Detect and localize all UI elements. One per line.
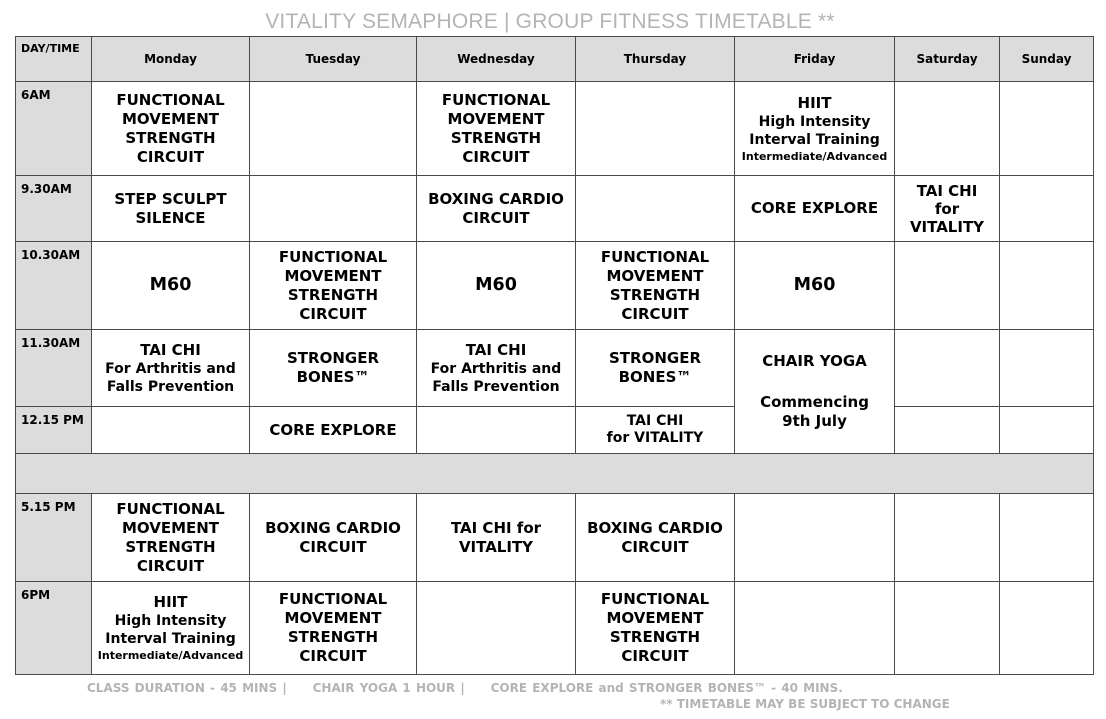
class-cell	[92, 176, 250, 242]
class-cell	[576, 407, 735, 454]
class-subtitle: Interval Training	[105, 631, 236, 647]
class-line: FUNCTIONAL	[600, 247, 710, 266]
class-line: FUNCTIONAL	[278, 590, 388, 608]
empty-cell	[417, 582, 576, 675]
class-line: STEP SCULPT	[114, 189, 227, 208]
class-subtitle: High Intensity	[758, 113, 871, 130]
time-label: 6AM	[16, 82, 92, 176]
day-header-friday: Friday	[735, 37, 895, 82]
class-line: CORE EXPLORE	[750, 199, 879, 217]
class-line: CIRCUIT	[621, 647, 689, 665]
timeslot-row	[16, 330, 1094, 407]
empty-cell	[735, 494, 895, 582]
class-cell	[576, 494, 735, 582]
class-line: CORE EXPLORE	[269, 420, 397, 439]
empty-cell	[250, 176, 417, 242]
timeslot-row	[16, 494, 1094, 582]
empty-cell	[895, 330, 1000, 407]
class-line: CIRCUIT	[136, 556, 205, 575]
class-line: HIIT	[153, 593, 188, 611]
class-subtitle: For Arthritis and	[430, 360, 562, 377]
class-cell	[735, 82, 895, 176]
timeslot-row	[16, 582, 1094, 675]
class-cell	[895, 176, 1000, 242]
time-label: 5.15 PM	[16, 494, 92, 582]
day-header-wednesday: Wednesday	[417, 37, 576, 82]
class-line: STRENGTH	[609, 628, 701, 646]
empty-cell	[1000, 82, 1094, 176]
class-line: for VITALITY	[606, 430, 704, 446]
class-line: BOXING CARDIO	[587, 518, 723, 537]
day-header-saturday: Saturday	[895, 37, 1000, 82]
time-label: 11.30AM	[16, 330, 92, 407]
class-line: FUNCTIONAL	[278, 247, 388, 266]
timeslot-row	[16, 176, 1094, 242]
empty-cell	[92, 407, 250, 454]
class-line: FUNCTIONAL	[441, 90, 551, 109]
class-cell	[92, 242, 250, 330]
class-cell	[417, 82, 576, 176]
class-line: HIIT	[797, 93, 832, 112]
class-line: CIRCUIT	[462, 208, 530, 227]
class-cell	[92, 82, 250, 176]
class-cell	[92, 330, 250, 407]
timeslot-row	[16, 242, 1094, 330]
class-line: MOVEMENT	[284, 609, 382, 627]
daytime-header: DAY/TIME	[16, 37, 92, 82]
class-line: MOVEMENT	[284, 266, 382, 285]
class-cell	[417, 242, 576, 330]
class-line: STRENGTH	[287, 285, 379, 304]
timeslot-row	[16, 407, 1094, 454]
class-line: BONES™	[296, 368, 370, 386]
timeslot-row	[16, 82, 1094, 176]
class-line: TAI CHI	[626, 413, 684, 429]
timetable	[15, 36, 1094, 675]
page-title: VITALITY SEMAPHORE | GROUP FITNESS TIMETABLE **	[265, 10, 835, 33]
empty-cell	[895, 582, 1000, 675]
class-line: M60	[149, 275, 192, 295]
class-cell	[735, 176, 895, 242]
class-line: CHAIR YOGA	[762, 352, 867, 370]
class-line: FUNCTIONAL	[116, 90, 225, 109]
time-label: 12.15 PM	[16, 407, 92, 454]
empty-cell	[1000, 176, 1094, 242]
time-label: 9.30AM	[16, 176, 92, 242]
time-label: 6PM	[16, 582, 92, 675]
empty-cell	[735, 582, 895, 675]
class-level: Intermediate/Advanced	[97, 649, 244, 662]
empty-cell	[417, 407, 576, 454]
class-cell	[576, 582, 735, 675]
class-cell	[92, 582, 250, 675]
class-cell	[250, 242, 417, 330]
class-line: CIRCUIT	[299, 304, 367, 323]
class-cell	[417, 176, 576, 242]
class-line: FUNCTIONAL	[116, 499, 225, 518]
class-level: Intermediate/Advanced	[741, 149, 888, 163]
class-line: M60	[475, 275, 517, 295]
class-line: STRONGER	[287, 349, 379, 367]
empty-cell	[1000, 407, 1094, 454]
class-cell	[250, 494, 417, 582]
header-row	[16, 37, 1094, 82]
class-line: Commencing	[760, 393, 869, 411]
class-line: TAI CHI for	[450, 518, 542, 537]
class-line: STRENGTH	[609, 285, 701, 304]
class-subtitle: High Intensity	[114, 613, 227, 629]
day-header-thursday: Thursday	[576, 37, 735, 82]
empty-cell	[895, 494, 1000, 582]
class-cell	[250, 330, 417, 407]
class-subtitle: Interval Training	[749, 131, 880, 148]
class-cell	[576, 330, 735, 407]
class-subtitle: Falls Prevention	[106, 378, 235, 395]
class-line: BOXING CARDIO	[428, 189, 564, 208]
day-header-tuesday: Tuesday	[250, 37, 417, 82]
class-line: BOXING CARDIO	[265, 518, 401, 537]
class-cell	[92, 494, 250, 582]
class-line: for	[934, 199, 960, 218]
class-line: CIRCUIT	[299, 647, 367, 665]
empty-cell	[576, 82, 735, 176]
class-line: VITALITY	[458, 537, 534, 556]
class-line: MOVEMENT	[121, 109, 220, 128]
class-line: BONES™	[618, 368, 692, 386]
class-cell	[250, 582, 417, 675]
empty-cell	[1000, 242, 1094, 330]
timetable-change-note: ** TIMETABLE MAY BE SUBJECT TO CHANGE	[660, 697, 950, 711]
class-line: STRENGTH	[125, 128, 216, 147]
class-cell	[417, 330, 576, 407]
empty-cell	[1000, 582, 1094, 675]
class-subtitle: For Arthritis and	[105, 360, 236, 377]
empty-cell	[1000, 330, 1094, 407]
empty-cell	[895, 242, 1000, 330]
class-line: STRENGTH	[287, 628, 379, 646]
empty-cell	[1000, 494, 1094, 582]
empty-cell	[895, 407, 1000, 454]
class-line: CIRCUIT	[621, 304, 689, 323]
class-cell	[417, 494, 576, 582]
class-cell	[735, 330, 895, 454]
class-line: SILENCE	[135, 208, 206, 227]
break-row	[16, 454, 1094, 494]
class-line: CIRCUIT	[299, 537, 367, 556]
class-line: CIRCUIT	[136, 147, 205, 166]
class-line: MOVEMENT	[447, 109, 545, 128]
class-line: 9th July	[782, 412, 847, 430]
class-line: VITALITY	[909, 217, 985, 236]
day-header-sunday: Sunday	[1000, 37, 1094, 82]
break-divider	[16, 454, 1094, 494]
empty-cell	[895, 82, 1000, 176]
class-cell	[576, 242, 735, 330]
class-line: TAI CHI	[916, 181, 978, 200]
class-line: CIRCUIT	[621, 537, 689, 556]
class-cell	[250, 407, 417, 454]
empty-cell	[576, 176, 735, 242]
empty-cell	[250, 82, 417, 176]
class-subtitle: Falls Prevention	[432, 378, 560, 395]
day-header-monday: Monday	[92, 37, 250, 82]
time-label: 10.30AM	[16, 242, 92, 330]
class-line: M60	[793, 275, 836, 295]
class-line: MOVEMENT	[121, 518, 220, 537]
class-line: STRENGTH	[125, 537, 216, 556]
class-line: FUNCTIONAL	[600, 590, 710, 608]
class-line: TAI CHI	[140, 340, 201, 359]
class-line: MOVEMENT	[606, 609, 704, 627]
class-duration-note: CLASS DURATION - 45 MINS | CHAIR YOGA 1 HOUR | CORE EXPLORE and STRONGER BONES™ - 40 MINS.	[87, 681, 843, 695]
class-line: STRONGER	[609, 349, 701, 367]
class-line: CIRCUIT	[462, 147, 530, 166]
class-line: TAI CHI	[465, 340, 527, 359]
class-line: STRENGTH	[450, 128, 542, 147]
class-line: MOVEMENT	[606, 266, 704, 285]
class-cell	[735, 242, 895, 330]
